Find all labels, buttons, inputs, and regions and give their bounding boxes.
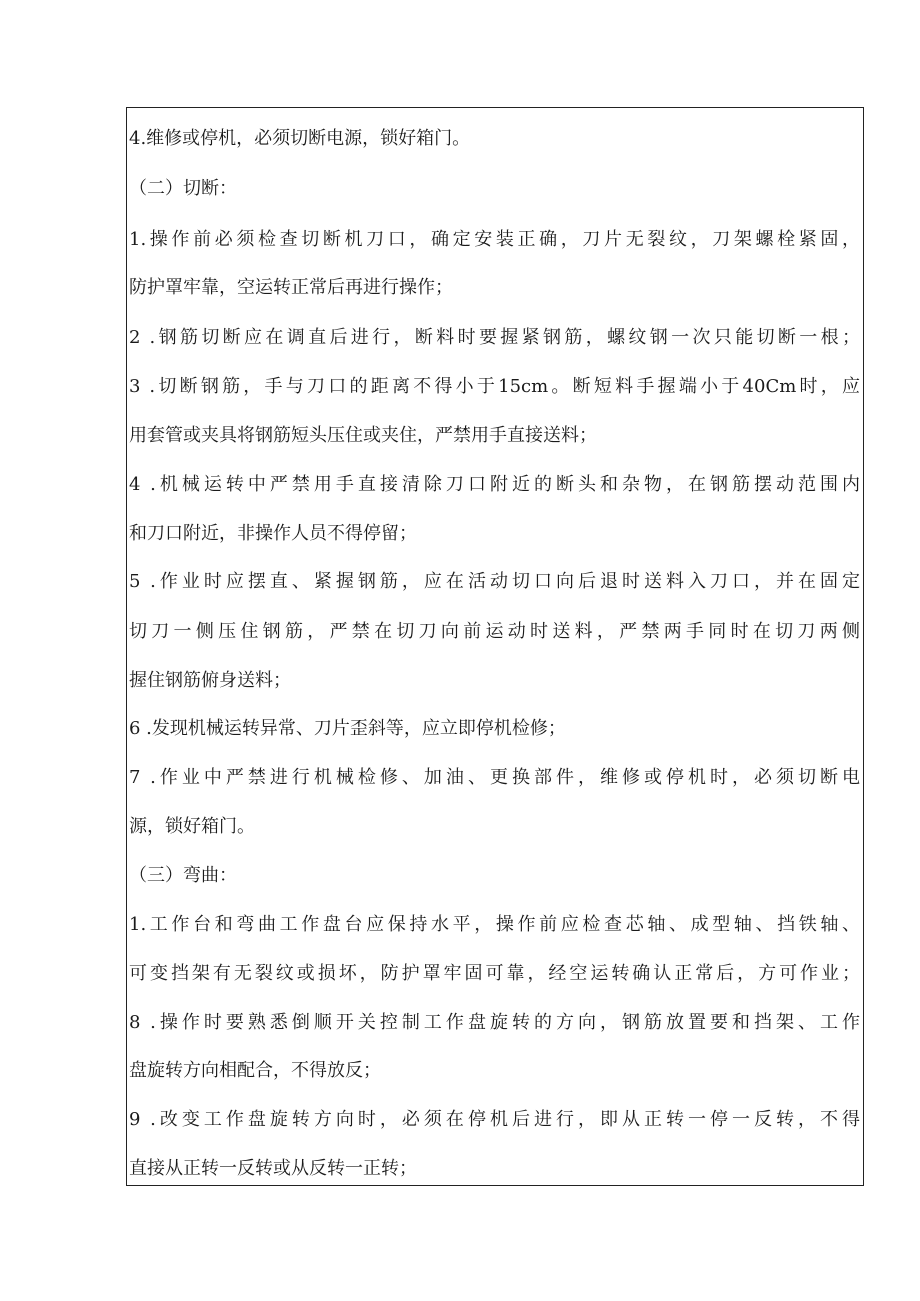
section-heading: （三）弯曲： (129, 865, 237, 886)
text-line: 用套管或夹具将钢筋短头压住或夹住，严禁用手直接送料； (129, 425, 597, 446)
text-line: 3 .切断钢筋，手与刀口的距离不得小于15cm。断短料手握端小于40Cm时，应 (129, 376, 860, 397)
text-line: 可变挡架有无裂纹或损坏，防护罩牢固可靠，经空运转确认正常后，方可作业； (129, 963, 860, 984)
text-line: 1.工作台和弯曲工作盘台应保持水平，操作前应检查芯轴、成型轴、挡铁轴、 (129, 914, 860, 935)
text-line: 9 .改变工作盘旋转方向时，必须在停机后进行，即从正转一停一反转，不得 (129, 1109, 860, 1130)
text-line: 4 .机械运转中严禁用手直接清除刀口附近的断头和杂物，在钢筋摆动范围内 (129, 474, 860, 495)
text-line: 6 .发现机械运转异常、刀片歪斜等，应立即停机检修； (129, 718, 566, 739)
text-line: 防护罩牢靠，空运转正常后再进行操作； (129, 277, 453, 298)
text-line: 切刀一侧压住钢筋，严禁在切刀向前运动时送料，严禁两手同时在切刀两侧 (129, 621, 860, 642)
text-line: 5 .作业时应摆直、紧握钢筋，应在活动切口向后退时送料入刀口，并在固定 (129, 571, 860, 592)
text-line: 源，锁好箱门。 (129, 816, 255, 837)
text-line: 握住钢筋俯身送料； (129, 670, 291, 691)
text-line: 4.维修或停机，必须切断电源，锁好箱门。 (129, 128, 471, 149)
text-line: 盘旋转方向相配合，不得放反； (129, 1060, 381, 1081)
text-line: 8 .操作时要熟悉倒顺开关控制工作盘旋转的方向，钢筋放置要和挡架、工作 (129, 1012, 860, 1033)
text-line: 2 .钢筋切断应在调直后进行，断料时要握紧钢筋，螺纹钢一次只能切断一根； (129, 327, 860, 348)
section-heading: （二）切断： (129, 178, 237, 199)
text-line: 直接从正转一反转或从反转一正转； (129, 1158, 417, 1179)
text-line: 7 .作业中严禁进行机械检修、加油、更换部件，维修或停机时，必须切断电 (129, 767, 860, 788)
document-frame (126, 107, 864, 1186)
text-line: 和刀口附近，非操作人员不得停留； (129, 523, 417, 544)
text-line: 1.操作前必须检查切断机刀口，确定安装正确，刀片无裂纹，刀架螺栓紧固， (129, 229, 860, 250)
